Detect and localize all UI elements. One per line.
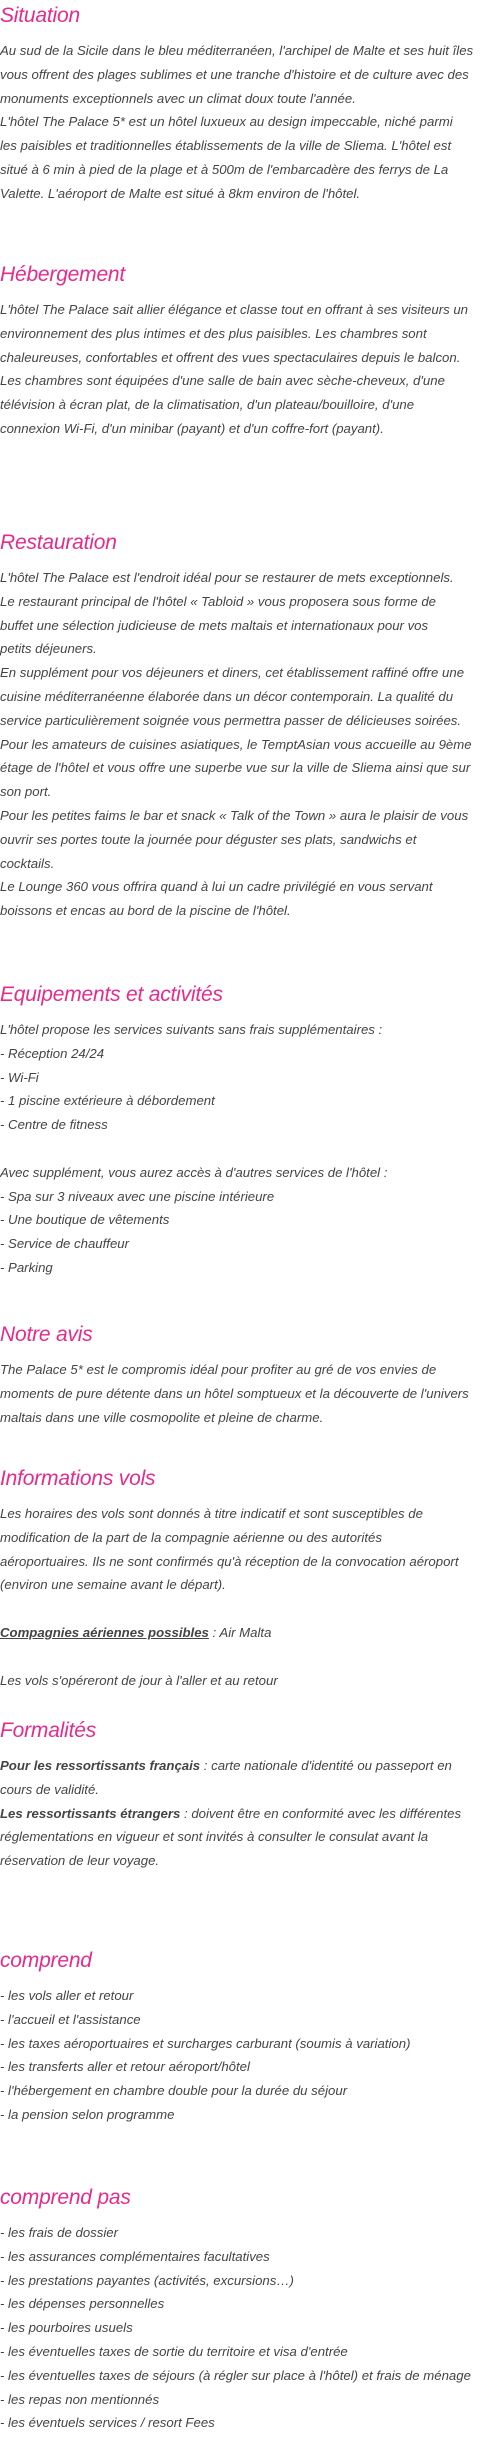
list-item: - les éventuels services / resort Fees: [0, 2415, 215, 2431]
airlines-value: : Air Malta: [208, 1624, 272, 1640]
foreign-nationals-line: [0, 1802, 500, 1826]
text-line: Les horaires des vols sont donnés à titre indicatif et sont susceptibles de: [0, 1506, 423, 1521]
text-line: Au sud de la Sicile dans le bleu méditerranéen, l'archipel de Malte et ses huit îles: [0, 43, 474, 58]
list-item: - les pourboires usuels: [0, 2320, 133, 2336]
list-item: - Spa sur 3 niveaux avec une piscine intérieure: [0, 1188, 275, 1204]
section-restauration: [0, 530, 500, 923]
text-line: Valette. L'aéroport de Malte est situé à 8km environ de l'hôtel.: [0, 185, 361, 201]
avis-text: [0, 1358, 500, 1429]
list-item: - Wi-Fi: [0, 1069, 39, 1085]
spacer: [0, 1597, 500, 1621]
paid-services-intro: Avec supplément, vous aurez accès à d'autres services de l'hôtel :: [0, 1164, 388, 1180]
list-item: - les transferts aller et retour aéroport/hôtel: [0, 2059, 250, 2075]
text-line: étage de l'hôtel et vous offre une superbe vue sur la ville de Sliema ainsi que sur: [0, 760, 471, 776]
text-line: cours de validité.: [0, 1781, 99, 1797]
section-title-formalites: Formalités: [0, 1719, 97, 1742]
section-comprend-pas: [0, 2185, 500, 2435]
text-line: aéroportuaires. Ils ne sont confirmés qu'à réception de la convocation aéroport: [0, 1553, 459, 1569]
text-line: cocktails.: [0, 855, 55, 871]
situation-text: [0, 39, 500, 206]
airlines-line: [0, 1621, 500, 1645]
text-line: monuments exceptionnels avec un climat doux toute l'année.: [0, 90, 356, 106]
section-title-equipements: Equipements et activités: [0, 983, 223, 1006]
list-item: - 1 piscine extérieure à débordement: [0, 1093, 215, 1109]
list-item: - les vols aller et retour: [0, 1988, 134, 2003]
flights-note: Les vols s'opéreront de jour à l'aller et au retour: [0, 1672, 278, 1688]
french-nationals-text: : carte nationale d'identité ou passeport en: [200, 1758, 452, 1773]
text-line: situé à 6 min à pied de la plage et à 500m de l'embarcadère des ferrys de La: [0, 161, 449, 177]
list-item: - l'hébergement en chambre double pour la durée du séjour: [0, 2083, 348, 2099]
text-line: environnement des plus intimes et des plus paisibles. Les chambres sont: [0, 325, 427, 341]
list-item: - Centre de fitness: [0, 1117, 108, 1133]
section-vols: [0, 1466, 500, 1692]
comprend-list: [0, 1984, 500, 2127]
french-nationals-line: [0, 1754, 500, 1778]
list-item: - les éventuelles taxes de séjours (à régler sur place à l'hôtel) et frais de ménage: [0, 2367, 471, 2383]
section-comprend: [0, 1948, 500, 2127]
section-title-vols: Informations vols: [0, 1467, 156, 1490]
section-title-comprend: comprend: [0, 1949, 92, 1972]
text-line: Le restaurant principal de l'hôtel « Tabloid » vous proposera sous forme de: [0, 593, 437, 609]
text-line: The Palace 5* est le compromis idéal pour profiter au gré de vos envies de: [0, 1362, 437, 1377]
foreign-nationals-text: : doivent être en conformité avec les différentes: [180, 1805, 462, 1821]
section-title-restauration: Restauration: [0, 531, 117, 554]
foreign-nationals-label: Les ressortissants étrangers: [0, 1805, 181, 1821]
list-item: - Parking: [0, 1259, 53, 1275]
list-item: - les dépenses personnelles: [0, 2296, 165, 2312]
text-line: Le Lounge 360 vous offrira quand à lui un cadre privilégié en vous servant: [0, 879, 433, 895]
text-line: connexion Wi-Fi, d'un minibar (payant) et d'un coffre-fort (payant).: [0, 420, 384, 436]
list-item: - les frais de dossier: [0, 2225, 118, 2240]
text-line: petits déjeuners.: [0, 641, 97, 657]
section-equipements: [0, 982, 500, 1280]
list-item: - les taxes aéroportuaires et surcharges carburant (soumis à variation): [0, 2035, 411, 2051]
french-nationals-label: Pour les ressortissants français: [0, 1758, 201, 1773]
text-line: réglementations en vigueur et sont invités à consulter le consulat avant la: [0, 1829, 429, 1845]
text-line: réservation de leur voyage.: [0, 1853, 160, 1869]
text-line: En supplément pour vos déjeuners et diners, cet établissement raffiné offre une: [0, 665, 465, 681]
list-item: - les éventuelles taxes de sortie du territoire et visa d'entrée: [0, 2343, 348, 2359]
spacer: [0, 1137, 500, 1161]
text-line: son port.: [0, 784, 52, 800]
hebergement-text: [0, 298, 500, 441]
restauration-text: [0, 566, 500, 923]
section-title-avis: Notre avis: [0, 1323, 93, 1346]
text-line: service particulièrement soignée vous permettra passer de délicieuses soirées.: [0, 712, 462, 728]
list-item: - la pension selon programme: [0, 2106, 175, 2122]
text-line: télévision à écran plat, de la climatisation, d'un plateau/bouilloire, d'une: [0, 397, 415, 413]
spacer: [0, 1645, 500, 1669]
formalites-text: [0, 1754, 500, 1873]
section-title-comprend-pas: comprend pas: [0, 2186, 131, 2209]
text-line: ouvrir ses portes toute la journée pour déguster ses plats, sandwichs et: [0, 831, 417, 847]
text-line: les paisibles et traditionnelles établissements de la ville de Sliema. L'hôtel est: [0, 138, 452, 154]
services-intro: L'hôtel propose les services suivants sans frais supplémentaires :: [0, 1022, 383, 1037]
equipements-text: [0, 1018, 500, 1280]
text-line: modification de la part de la compagnie aérienne ou des autorités: [0, 1529, 382, 1545]
list-item: - les assurances complémentaires facultatives: [0, 2248, 270, 2264]
section-situation: [0, 3, 500, 206]
list-item: - les repas non mentionnés: [0, 2391, 160, 2407]
airlines-label: Compagnies aériennes possibles: [0, 1624, 209, 1640]
text-line: L'hôtel The Palace sait allier élégance et classe tout en offrant à ses visiteurs un: [0, 302, 469, 317]
section-hebergement: [0, 262, 500, 441]
text-line: cuisine méditerranéenne élaborée dans un décor contemporain. La qualité du: [0, 688, 454, 704]
text-line: Les chambres sont équipées d'une salle de bain avec sèche-cheveux, d'une: [0, 373, 445, 389]
text-line: moments de pure détente dans un hôtel somptueux et la découverte de l'univers: [0, 1385, 469, 1401]
section-title-hebergement: Hébergement: [0, 263, 126, 286]
text-line: vous offrent des plages sublimes et une tranche d'histoire et de culture avec des: [0, 66, 469, 82]
section-title-situation: Situation: [0, 4, 80, 27]
text-line: maltais dans une ville cosmopolite et pleine de charme.: [0, 1409, 324, 1425]
section-avis: [0, 1322, 500, 1429]
section-formalites: [0, 1718, 500, 1873]
text-line: chaleureuses, confortables et offrent des vues spectaculaires depuis le balcon.: [0, 349, 461, 365]
list-item: - Réception 24/24: [0, 1045, 105, 1061]
list-item: - les prestations payantes (activités, excursions…): [0, 2272, 294, 2288]
text-line: Pour les amateurs de cuisines asiatiques, le TemptAsian vous accueille au 9ème: [0, 736, 472, 752]
list-item: - Service de chauffeur: [0, 1236, 130, 1252]
text-line: L'hôtel The Palace 5* est un hôtel luxueux au design impeccable, niché parmi: [0, 114, 453, 130]
list-item: - l'accueil et l'assistance: [0, 2011, 141, 2027]
text-line: L'hôtel The Palace est l'endroit idéal pour se restaurer de mets exceptionnels.: [0, 570, 454, 585]
list-item: - Une boutique de vêtements: [0, 1212, 170, 1228]
text-line: (environ une semaine avant le départ).: [0, 1577, 226, 1593]
text-line: boissons et encas au bord de la piscine de l'hôtel.: [0, 903, 291, 919]
vols-text: [0, 1502, 500, 1692]
comprend-pas-list: [0, 2221, 500, 2435]
text-line: Pour les petites faims le bar et snack « Talk of the Town » aura le plaisir de vous: [0, 807, 469, 823]
text-line: buffet une sélection judicieuse de mets maltais et internationaux pour vos: [0, 617, 429, 633]
